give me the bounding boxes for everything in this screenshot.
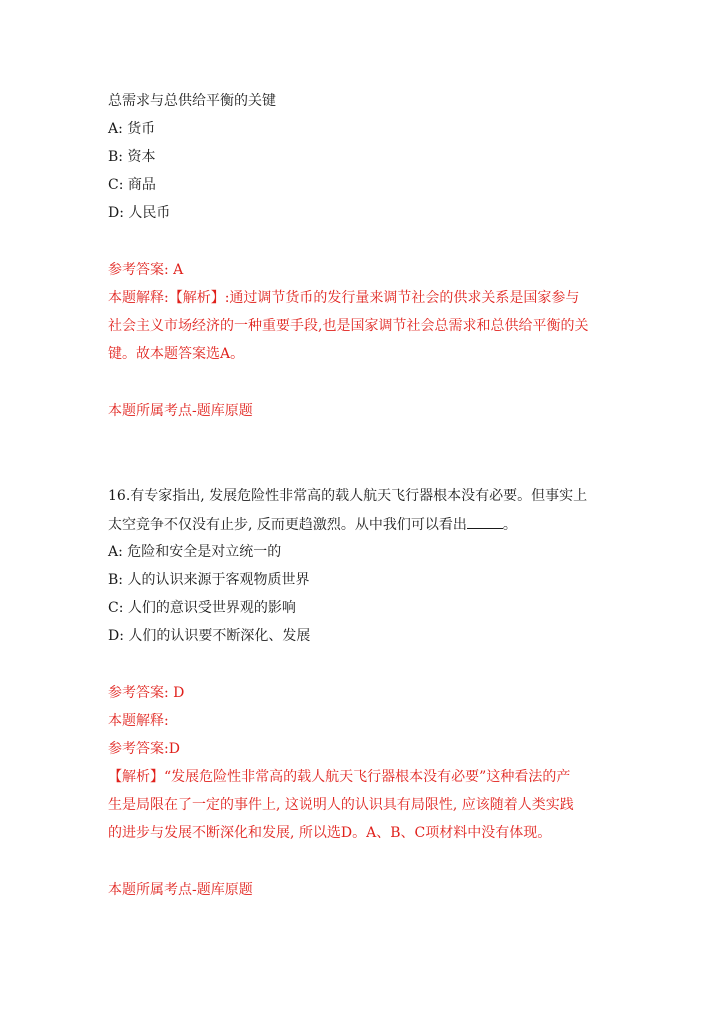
q16-option-c: C: 人们的意识受世界观的影响 [108, 600, 296, 616]
q16-stem-line-2-text: 太空竞争不仅没有止步, 反而更趋激烈。从中我们可以看出 [108, 517, 467, 533]
q15-source: 本题所属考点-题库原题 [108, 403, 253, 419]
q16-explanation-line-3: 的进步与发展不断深化和发展, 所以选D。A、B、C项材料中没有体现。 [108, 825, 552, 841]
q15-option-a: A: 货币 [108, 121, 156, 137]
q15-stem: 总需求与总供给平衡的关键 [108, 93, 276, 109]
q15-answer: 参考答案: A [108, 262, 184, 278]
q16-option-d: D: 人们的认识要不断深化、发展 [108, 628, 311, 644]
q16-stem-line-2-end: 。 [502, 517, 517, 533]
q15-option-c: C: 商品 [108, 177, 156, 193]
q16-option-a: A: 危险和安全是对立统一的 [108, 544, 282, 560]
q16-stem-line-1: 16.有专家指出, 发展危险性非常高的载人航天飞行器根本没有必要。但事实上 [108, 488, 588, 504]
q16-answer: 参考答案: D [108, 685, 185, 701]
q15-option-d: D: 人民币 [108, 205, 171, 221]
q16-stem-line-2 [108, 514, 620, 535]
q15-explanation-line-3: 键。故本题答案选A。 [108, 346, 245, 362]
q16-answer-repeat: 参考答案:D [108, 741, 180, 757]
q15-explanation-line-2: 社会主义市场经济的一种重要手段,也是国家调节社会总需求和总供给平衡的关 [108, 318, 589, 334]
q16-explanation-line-2: 生是局限在了一定的事件上, 这说明人的认识具有局限性, 应该随着人类实践 [108, 797, 574, 813]
q16-answer-blank [467, 514, 503, 529]
q16-explanation-line-1: 【解析】“发展危险性非常高的载人航天飞行器根本没有必要”这种看法的产 [108, 769, 571, 785]
q16-source: 本题所属考点-题库原题 [108, 882, 253, 898]
q16-explanation-label: 本题解释: [108, 713, 169, 729]
q16-option-b: B: 人的认识来源于客观物质世界 [108, 572, 310, 588]
q15-explanation-line-1: 本题解释:【解析】:通过调节货币的发行量来调节社会的供求关系是国家参与 [108, 290, 580, 306]
q15-option-b: B: 资本 [108, 149, 156, 165]
